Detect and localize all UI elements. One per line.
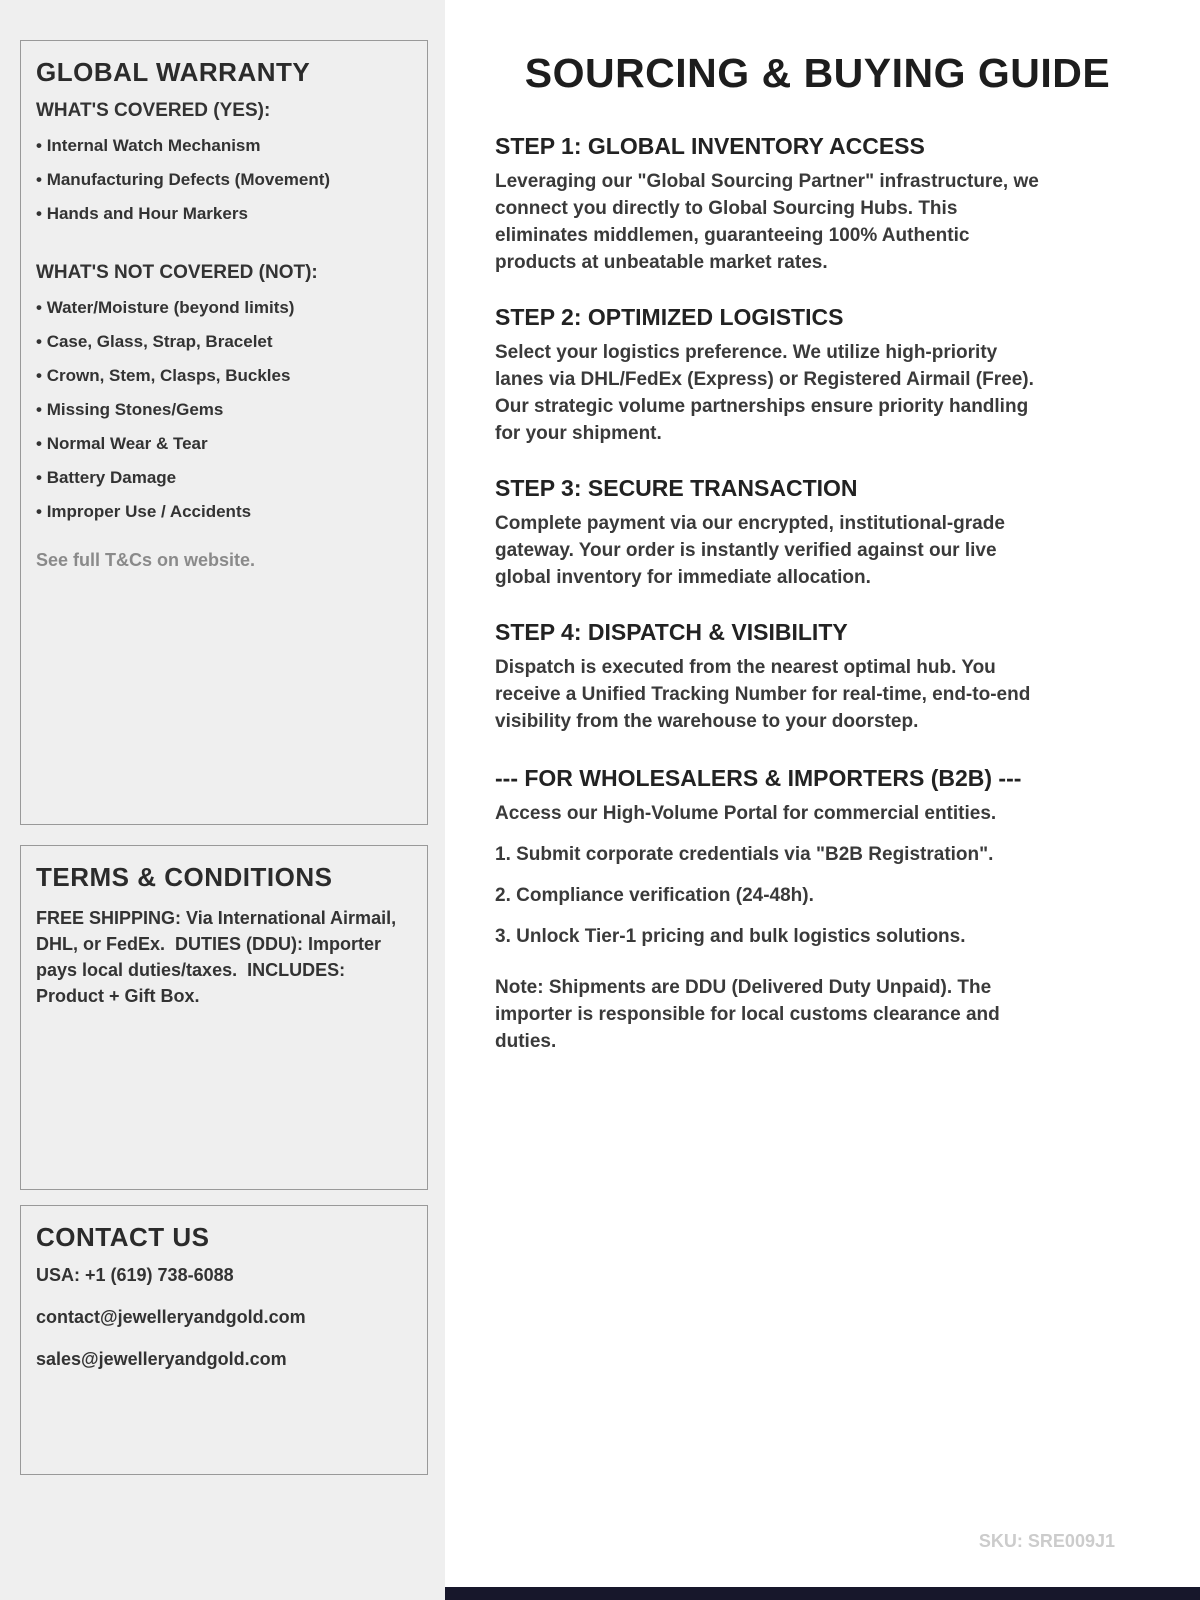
b2b-heading: --- FOR WHOLESALERS & IMPORTERS (B2B) --- [495,765,1022,791]
not-covered-item: • Normal Wear & Tear [36,434,412,454]
step-2-body: Select your logistics preference. We utilize high-priority lanes via DHL/FedEx (Express) or Registered Airmail (Free). Our strategic volume partnerships ensure priority handling for your shipment. [495,342,1034,444]
covered-title: WHAT'S COVERED (YES): [36,100,271,121]
step-3-heading: STEP 3: SECURE TRANSACTION [495,475,858,501]
step-4-section [495,619,1140,735]
not-covered-item: • Crown, Stem, Clasps, Buckles [36,366,412,386]
global-warranty-title: GLOBAL WARRANTY [36,57,311,87]
b2b-step-item: 3. Unlock Tier-1 pricing and bulk logistics solutions. [495,926,966,947]
b2b-step-item: 2. Compliance verification (24-48h). [495,885,814,906]
covered-item: • Internal Watch Mechanism [36,136,412,156]
step-1-body: Leveraging our "Global Sourcing Partner" infrastructure, we connect you directly to Global Sourcing Hubs. This eliminates middlemen, guaranteeing 100% Authentic products at unbeatable market rates. [495,171,1039,273]
not-covered-item: • Missing Stones/Gems [36,400,412,420]
b2b-intro: Access our High-Volume Portal for commercial entities. [495,803,997,824]
step-3-body: Complete payment via our encrypted, institutional-grade gateway. Your order is instantly verified against our live global inventory for immediate allocation. [495,513,1005,588]
sidebar [0,0,445,1600]
global-warranty-panel [20,40,428,825]
not-covered-title: WHAT'S NOT COVERED (NOT): [36,262,318,283]
page-title: SOURCING & BUYING GUIDE [524,50,1111,96]
terms-body: FREE SHIPPING: Via International Airmail, DHL, or FedEx. DUTIES (DDU): Importer pays local duties/taxes. INCLUDES: Product + Gift Box. [36,908,402,1006]
covered-list [36,136,412,224]
terms-title: TERMS & CONDITIONS [36,862,333,892]
sku-label: SKU: SRE009J1 [978,1531,1115,1551]
not-covered-list [36,298,412,522]
contact-email-sales: sales@jewelleryandgold.com [36,1349,287,1369]
not-covered-item: • Improper Use / Accidents [36,502,412,522]
step-3-section [495,475,1140,591]
step-2-heading: STEP 2: OPTIMIZED LOGISTICS [495,304,844,330]
not-covered-item: • Case, Glass, Strap, Bracelet [36,332,412,352]
b2b-section [495,765,1140,1055]
step-4-heading: STEP 4: DISPATCH & VISIBILITY [495,619,848,645]
b2b-step-item: 1. Submit corporate credentials via "B2B Registration". [495,844,994,865]
covered-item: • Hands and Hour Markers [36,204,412,224]
b2b-note: Note: Shipments are DDU (Delivered Duty Unpaid). The importer is responsible for local customs clearance and duties. [495,977,1000,1052]
contact-phone: USA: +1 (619) 738-6088 [36,1265,234,1285]
step-1-heading: STEP 1: GLOBAL INVENTORY ACCESS [495,133,925,159]
bottom-accent-bar [445,1587,1200,1600]
not-covered-item: • Water/Moisture (beyond limits) [36,298,412,318]
step-2-section [495,304,1140,447]
step-1-section [495,133,1140,276]
main-content [445,0,1200,1600]
contact-email-primary: contact@jewelleryandgold.com [36,1307,306,1327]
warranty-footnote: See full T&Cs on website. [36,550,256,570]
covered-item: • Manufacturing Defects (Movement) [36,170,412,190]
terms-conditions-panel [20,845,428,1190]
step-4-body: Dispatch is executed from the nearest optimal hub. You receive a Unified Tracking Number for real-time, end-to-end visibility from the warehouse to your doorstep. [495,657,1031,732]
contact-title: CONTACT US [36,1222,210,1252]
not-covered-item: • Battery Damage [36,468,412,488]
contact-panel [20,1205,428,1475]
